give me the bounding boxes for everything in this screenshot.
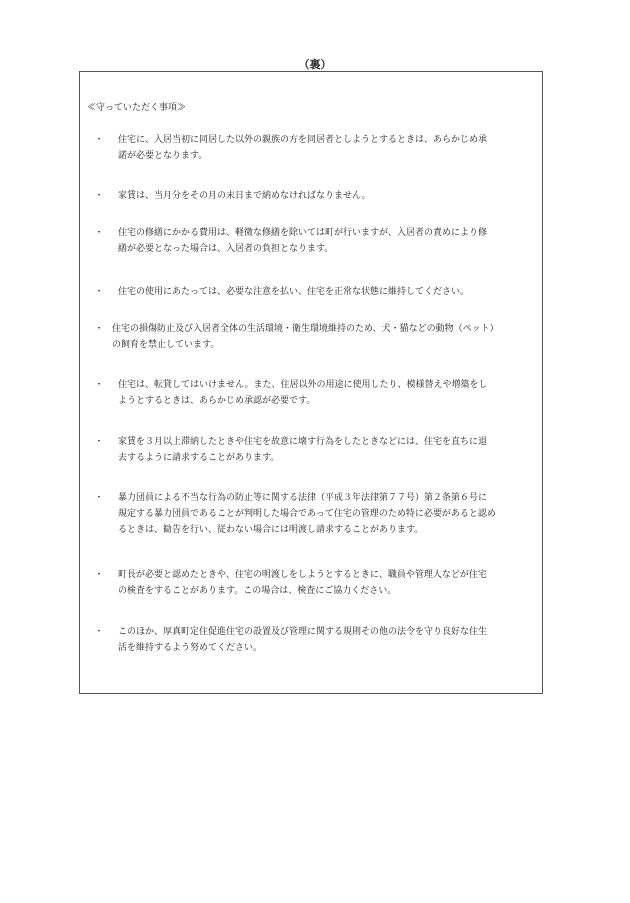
- item-line: の飼育を禁止しています。: [112, 340, 220, 350]
- item-line: 規定する暴力団員であることが判明した場合であって住宅の管理のため特に必要があると認め: [118, 509, 496, 519]
- list-item: [94, 321, 499, 353]
- item-line: 去するように請求することがあります。: [118, 453, 280, 463]
- item-line: 住宅の修繕にかかる費用は、軽微な修繕を除いては町が行いますが、入居者の責めにより修: [118, 228, 488, 238]
- item-line: 住宅は、転貸してはいけません。また、住居以外の用途に使用したり、模様替えや増築をし: [118, 380, 488, 390]
- list-item: [94, 567, 487, 599]
- item-line: 住宅の使用にあたっては、必要な注意を払い、住宅を正常な状態に維持してください。: [118, 287, 470, 297]
- box-title: ≪守っていただく事項≫: [87, 103, 187, 113]
- bullet: ・: [94, 627, 104, 637]
- list-item: [94, 377, 488, 409]
- list-item: [94, 490, 496, 538]
- bullet: ・: [94, 135, 104, 145]
- item-line: 繕が必要となった場合は、入居者の負担となります。: [118, 244, 334, 254]
- list-item: [94, 624, 488, 656]
- bullet: ・: [94, 191, 104, 201]
- item-line: 家賃は、当月分をその月の末日まで納めなければなりません。: [118, 191, 371, 201]
- bullet: ・: [94, 324, 104, 334]
- item-line: 住宅に、入居当初に同居した以外の親族の方を同居者としようとするときは、あらかじめ承: [118, 135, 488, 145]
- bullet: ・: [94, 493, 104, 503]
- page-label: （裏）: [298, 58, 332, 71]
- list-item: [94, 225, 488, 257]
- item-line: 町長が必要と認めたときや、住宅の明渡しをしようとするときに、職員や管理人などが住宅: [118, 570, 487, 580]
- item-line: 諾が必要となります。: [118, 151, 208, 161]
- item-line: 暴力団員による不当な行為の防止等に関する法律（平成３年法律第７７号）第２条第６号に: [118, 493, 488, 503]
- notice-box: [79, 71, 543, 694]
- item-line: ようとするときは、あらかじめ承認が必要です。: [118, 396, 316, 406]
- item-line: るときは、勧告を行い、従わない場合には明渡し請求することがあります。: [118, 525, 424, 535]
- item-line: 家賃を３月以上滞納したときや住宅を故意に壊す行為をしたときなどには、住宅を直ちに退: [118, 437, 488, 447]
- item-line: 活を維持するよう努めてください。: [118, 643, 263, 653]
- item-line: の検査をすることがあります。この場合は、検査にご協力ください。: [118, 586, 397, 596]
- list-item: [94, 434, 488, 466]
- bullet: ・: [94, 287, 104, 297]
- bullet: ・: [94, 570, 104, 580]
- bullet: ・: [94, 380, 104, 390]
- item-line: 住宅の損傷防止及び入居者全体の生活環境・衛生環境維持のため、犬・猫などの動物（ペット）: [112, 324, 499, 334]
- item-line: このほか、厚真町定住促進住宅の設置及び管理に関する規則その他の法令を守り良好な住生: [118, 627, 488, 637]
- bullet: ・: [94, 437, 104, 447]
- list-item: [94, 188, 371, 204]
- bullet: ・: [94, 228, 104, 238]
- list-item: [94, 284, 470, 300]
- list-item: [94, 132, 488, 164]
